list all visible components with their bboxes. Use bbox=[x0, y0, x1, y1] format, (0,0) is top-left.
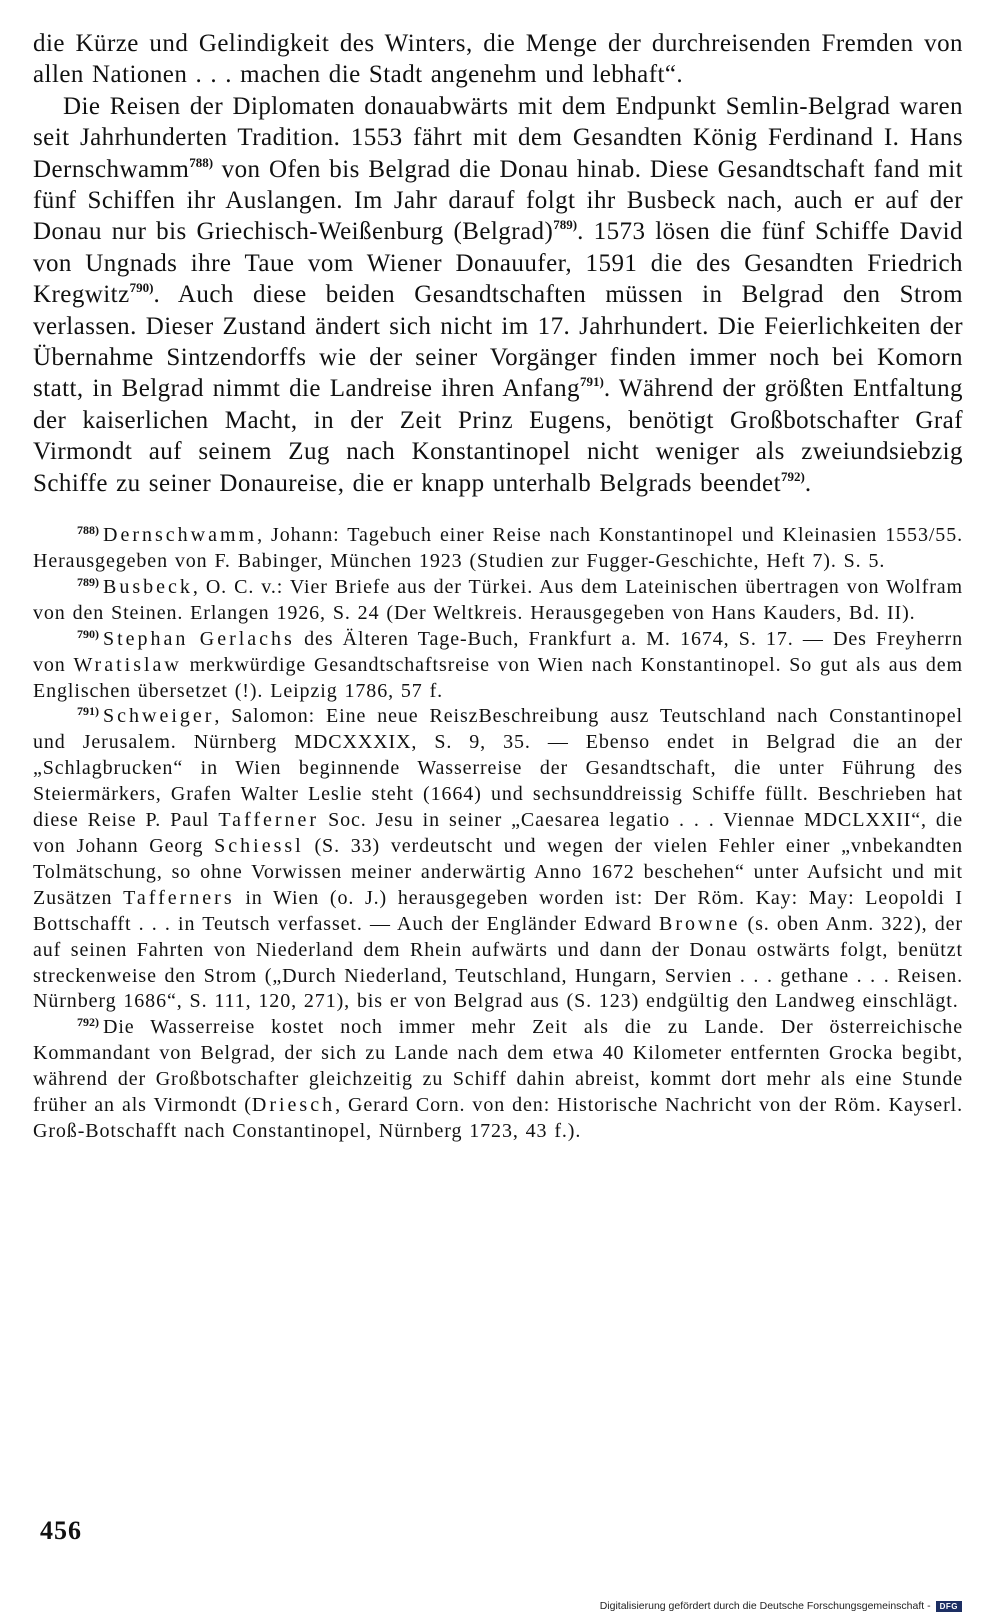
footnote-text: (s. oben Anm. 322), der auf seinen Fahrten von Niederland dem Rhein aufwärts und dann der Donau ostwärts folgt, benützt streckenweise den Strom („Durch Niederland, Teutschland, Hungarn, Servien . . . gethane . . . Reisen. Nürnberg 1686“, S. 111, 120, 271), bis er von Belgrad aus (S. 123) endgültig den Landweg einschlägt. bbox=[33, 912, 963, 1013]
footnote-text: Soc. Jesu in seiner „Caesarea legatio . . . Viennae MDCLXXII“, die von Johann Georg bbox=[33, 809, 963, 857]
footnote-text: merkwürdige Gesandtschaftsreise von Wien nach Konstantinopel. So gut als aus dem Englischen übersetzet (!). Leipzig 1786, 57 f. bbox=[33, 653, 963, 702]
footnote-789 bbox=[33, 575, 963, 627]
footnote-name: Tafferners bbox=[123, 886, 235, 909]
credit-text: Digitalisierung gefördert durch die Deutsche Forschungsgemeinschaft - bbox=[599, 1600, 931, 1612]
footnote-author: Dernschwamm bbox=[103, 524, 258, 547]
footnote-author: Stephan Gerlachs bbox=[103, 627, 295, 650]
footnote-ref-788[interactable]: 788) bbox=[189, 154, 214, 170]
paragraph-2-text: Die Reisen der Diplomaten donauabwärts mit dem Endpunkt Semlin-Belgrad waren seit Jahrhunderten Tradition. 1553 fährt mit dem Gesandten König Ferdinand I. Hans Dernschwamm bbox=[33, 92, 963, 183]
footnote-790 bbox=[33, 627, 963, 705]
footnote-text: , Salomon: Eine neue ReiszBeschreibung ausz Teutschland nach Constantinopel und Jerusalem. Nürnberg MDCXXXIX, S. 9, 35. — Ebenso endet in Belgrad die an der „Schlagbrucken“ in Wien beginnende Wasserreise der Gesandtschaft, die unter Führung des Steiermärkers, Grafen Walter Leslie steht (1664) und sechsunddreissig Schiffe füllt. Beschrieben hat diese Reise P. Paul bbox=[33, 705, 963, 832]
footnote-text: , Gerard Corn. von den: Historische Nachricht von der Röm. Kayserl. Groß-Botschafft nach Constantinopel, Nürnberg 1723, 43 f.). bbox=[33, 1094, 963, 1142]
footnote-text: , Johann: Tagebuch einer Reise nach Konstantinopel und Kleinasien 1553/55. Herausgegeben von F. Babinger, München 1923 (Studien zur Fugger-Geschichte, Heft 7). S. 5. bbox=[33, 524, 963, 572]
paragraph-2-end: . bbox=[804, 469, 812, 497]
paragraph-2-text: . Auch diese beiden Gesandtschaften müssen in Belgrad den Strom verlassen. Dieser Zustand ändert sich nicht im 17. Jahrhundert. Die Feierlichkeiten der Übernahme Sintzendorffs wie der seiner Vorgänger finden immer noch bei Komorn statt, in Belgrad nimmt die Landreise ihren Anfang bbox=[33, 281, 963, 403]
dfg-logo-icon: DFG bbox=[936, 1601, 962, 1612]
paragraph-2 bbox=[33, 91, 963, 499]
footnote-author: Busbeck bbox=[103, 575, 193, 598]
footnote-name: Wratislaw bbox=[73, 653, 182, 676]
page bbox=[33, 28, 963, 1145]
digitization-credit bbox=[600, 1600, 962, 1612]
footnote-name: Tafferner bbox=[218, 809, 320, 832]
footnote-792 bbox=[33, 1015, 963, 1145]
footnote-name: Driesch bbox=[251, 1094, 336, 1117]
footnote-number: 791) bbox=[77, 704, 99, 719]
page-number: 456 bbox=[40, 1516, 82, 1545]
footnote-text: des Älteren Tage-Buch, Frankfurt a. M. 1674, S. 17. — Des Freyherrn von bbox=[33, 627, 963, 676]
footnote-791 bbox=[33, 704, 963, 1015]
footnote-ref-790[interactable]: 790) bbox=[129, 280, 154, 296]
footnote-number: 788) bbox=[77, 523, 99, 538]
footnote-number: 790) bbox=[77, 626, 99, 641]
footnote-ref-791[interactable]: 791) bbox=[580, 374, 604, 390]
footnote-name: Schiessl bbox=[214, 834, 304, 857]
footnote-788 bbox=[33, 523, 963, 575]
footnote-number: 789) bbox=[77, 574, 99, 589]
footnote-number: 792) bbox=[77, 1015, 99, 1030]
footnote-text: (S. 33) verdeutscht und wegen der vielen Fehler einer „vnbekandten Tolmätschung, so ohne Vorwissen meiner anderwärtig Anno 1672 beschehen“ unter Aufsicht und mit Zusätzen bbox=[33, 834, 963, 909]
footnote-text: Die Wasserreise kostet noch immer mehr Zeit als die zu Lande. Der österreichische Kommandant von Belgrad, der sich zu Lande nach dem etwa 40 Kilometer entfernten Grocka begibt, während der Großbotschafter gleichzeitig zu Schiff dahin abreist, kommt dort mehr als eine Stunde früher an als Virmondt ( bbox=[33, 1016, 963, 1117]
footnote-text: , O. C. v.: Vier Briefe aus der Türkei. Aus dem Lateinischen übertragen von Wolfram von den Steinen. Erlangen 1926, S. 24 (Der Weltkreis. Herausgegeben von Hans Kauders, Bd. II). bbox=[33, 575, 963, 624]
footnote-text: in Wien (o. J.) herausgegeben worden ist: Der Röm. Kay: May: Leopoldi I Bottschafft . . . in Teutsch verfasset. — Auch der Engländer Edward bbox=[33, 886, 963, 935]
paragraph-1: die Kürze und Gelindigkeit des Winters, die Menge der durchreisenden Fremden von allen Nationen . . . machen die Stadt angenehm und lebhaft“. bbox=[33, 30, 963, 89]
footnote-author: Schweiger bbox=[103, 705, 215, 728]
footnotes bbox=[33, 523, 963, 1145]
footnote-name: Browne bbox=[659, 912, 741, 935]
paragraph-2-text: von Ofen bis Belgrad die Donau hinab. Diese Gesandtschaft fand mit fünf Schiffen ihr Auslangen. Im Jahr darauf folgt ihr Busbeck nach, auch er auf der Donau nur bis Griechisch-Weißenburg (Belgrad) bbox=[33, 155, 963, 246]
paragraph-2-text: . 1573 lösen die fünf Schiffe David von Ungnads ihre Taue vom Wiener Donauufer, 1591 die des Gesandten Friedrich Kregwitz bbox=[33, 218, 963, 309]
paragraph-2-text: . Während der größten Entfaltung der kaiserlichen Macht, in der Zeit Prinz Eugens, benötigt Großbotschafter Graf Virmondt auf seinem Zug nach Konstantinopel nicht weniger als zweiundsiebzig Schiffe zu seiner Donaureise, die er knapp unterhalb Belgrads beendet bbox=[33, 375, 963, 497]
main-text bbox=[33, 28, 963, 499]
footnote-ref-789[interactable]: 789) bbox=[553, 217, 578, 233]
footnote-ref-792[interactable]: 792) bbox=[781, 468, 805, 484]
